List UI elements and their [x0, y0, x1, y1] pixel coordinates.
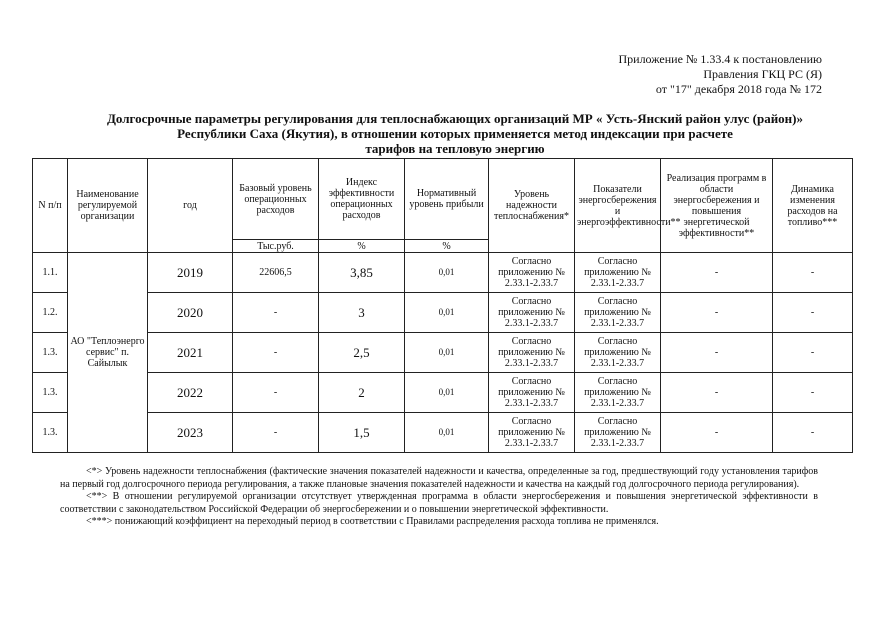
cell-efficiency-index: 3,85 [319, 253, 405, 293]
cell-energy-saving: Согласно приложению № 2.33.1-2.33.7 [575, 333, 661, 373]
footnote: <***> понижающий коэффициент на переходный период в соответствии с Правилами распределения расхода топлива не применялся. [86, 516, 659, 527]
cell-program: - [661, 373, 773, 413]
table-row [33, 333, 853, 373]
unit-base: Тыс.руб. [233, 240, 319, 253]
row-number: 1.3. [33, 333, 68, 373]
row-number: 1.2. [33, 293, 68, 333]
cell-year: 2019 [148, 253, 233, 293]
cell-fuel-dynamics: - [773, 333, 853, 373]
cell-fuel-dynamics: - [773, 253, 853, 293]
cell-reliability: Согласно приложению № 2.33.1-2.33.7 [489, 293, 575, 333]
footnote: <**> В отношении регулируемой организации отсутствует утвержденная программа в области энергосбережения и повышения энергетической эффективности в соответствии с законодательством Российской Федерации об энергосбережении и о повышении энергетической эффективности. [60, 491, 818, 515]
table-row [33, 413, 853, 453]
cell-year: 2021 [148, 333, 233, 373]
cell-year: 2023 [148, 413, 233, 453]
cell-efficiency-index: 3 [319, 293, 405, 333]
header-reliability: Уровень надежности теплоснабжения* [489, 159, 575, 253]
approval-line: от "17" декабря 2018 года № 172 [655, 82, 822, 96]
footnotes [60, 466, 818, 529]
cell-energy-saving: Согласно приложению № 2.33.1-2.33.7 [575, 293, 661, 333]
cell-energy-saving: Согласно приложению № 2.33.1-2.33.7 [575, 413, 661, 453]
header-energy-saving: Показатели энергосбережения и энергоэффективности** [575, 159, 661, 253]
cell-base-costs: - [233, 413, 319, 453]
cell-efficiency-index: 2,5 [319, 333, 405, 373]
cell-base-costs: - [233, 373, 319, 413]
approval-block [522, 52, 822, 97]
cell-profit-level: 0,01 [405, 333, 489, 373]
title-line: Долгосрочные параметры регулирования для теплоснабжающих организаций МР « Усть-Янский район улус (район)» [106, 111, 804, 126]
header-program: Реализация программ в области энергосбережения и повышения энергетической эффективности** [661, 159, 773, 253]
cell-year: 2020 [148, 293, 233, 333]
cell-organization: АО "Теплоэнерго сервис" п. Сайылык [68, 253, 148, 453]
cell-base-costs: - [233, 293, 319, 333]
approval-line: Правления ГКЦ РС (Я) [703, 67, 822, 81]
cell-fuel-dynamics: - [773, 373, 853, 413]
header-row [33, 159, 853, 240]
title-line: тарифов на тепловую энергию [365, 141, 545, 156]
row-number: 1.1. [33, 253, 68, 293]
cell-efficiency-index: 2 [319, 373, 405, 413]
title-line: Республики Саха (Якутия), в отношении которых применяется метод индексации при расчете [177, 126, 733, 141]
cell-base-costs: 22606,5 [233, 253, 319, 293]
cell-year: 2022 [148, 373, 233, 413]
cell-energy-saving: Согласно приложению № 2.33.1-2.33.7 [575, 373, 661, 413]
cell-base-costs: - [233, 333, 319, 373]
table-row [33, 373, 853, 413]
table-row [33, 293, 853, 333]
cell-fuel-dynamics: - [773, 293, 853, 333]
header-num: N п/п [33, 159, 68, 253]
cell-program: - [661, 413, 773, 453]
regulation-parameters-table [32, 158, 853, 453]
cell-program: - [661, 293, 773, 333]
header-fuel-dynamics: Динамика изменения расходов на топливо*** [773, 159, 853, 253]
cell-efficiency-index: 1,5 [319, 413, 405, 453]
row-number: 1.3. [33, 373, 68, 413]
cell-reliability: Согласно приложению № 2.33.1-2.33.7 [489, 253, 575, 293]
footnote: <*> Уровень надежности теплоснабжения (фактические значения показателей надежности и качества, определенные за год, предшествующий году установления тарифов на первый год долгосрочного периода регулирования, а также плановые значения показателей надежности и качества на каждый год долгосрочного периода регулирования). [60, 466, 818, 490]
table-row [33, 253, 853, 293]
cell-reliability: Согласно приложению № 2.33.1-2.33.7 [489, 413, 575, 453]
unit-profit: % [405, 240, 489, 253]
unit-index: % [319, 240, 405, 253]
header-base-costs: Базовый уровень операционных расходов [233, 159, 319, 240]
cell-program: - [661, 333, 773, 373]
cell-profit-level: 0,01 [405, 293, 489, 333]
cell-fuel-dynamics: - [773, 413, 853, 453]
header-year: год [148, 159, 233, 253]
cell-profit-level: 0,01 [405, 253, 489, 293]
cell-reliability: Согласно приложению № 2.33.1-2.33.7 [489, 333, 575, 373]
cell-reliability: Согласно приложению № 2.33.1-2.33.7 [489, 373, 575, 413]
header-profit-level: Нормативный уровень прибыли [405, 159, 489, 240]
cell-profit-level: 0,01 [405, 413, 489, 453]
header-efficiency-index: Индекс эффективности операционных расходов [319, 159, 405, 240]
cell-program: - [661, 253, 773, 293]
document-title [60, 111, 850, 156]
cell-energy-saving: Согласно приложению № 2.33.1-2.33.7 [575, 253, 661, 293]
row-number: 1.3. [33, 413, 68, 453]
header-organization: Наименование регулируемой организации [68, 159, 148, 253]
approval-line: Приложение № 1.33.4 к постановлению [618, 52, 822, 66]
cell-profit-level: 0,01 [405, 373, 489, 413]
